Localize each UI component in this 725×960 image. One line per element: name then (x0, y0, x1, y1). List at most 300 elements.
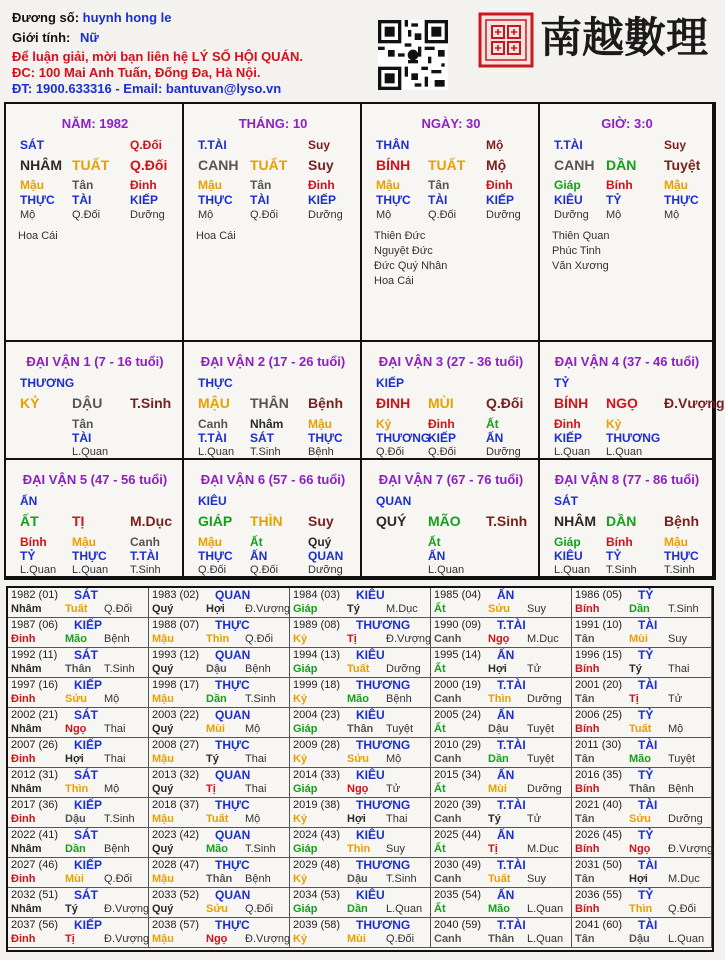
year-cell (572, 708, 712, 738)
dai-van-r3-item: Ất (250, 535, 263, 549)
year-branch: Dậu (488, 723, 509, 735)
pillar-r3-item: Đinh (130, 178, 157, 192)
dai-van-r5-item: Dưỡng (486, 446, 521, 458)
year-phase: Thai (245, 753, 267, 765)
dai-van-r3-item: Bính (20, 535, 47, 549)
year-label: 2026 (45) (575, 829, 623, 841)
year-stem: Đinh (11, 753, 36, 765)
year-stem: Giáp (293, 663, 318, 675)
year-stem: Mậu (152, 753, 174, 765)
year-label: 2000 (19) (434, 679, 482, 691)
pillar-star: Hoa Cái (374, 275, 414, 287)
year-phase: M.Dục (527, 843, 559, 855)
year-phase: Suy (668, 633, 687, 645)
pillar-r5-item: Q.Đối (428, 209, 457, 221)
year-branch: Tị (629, 693, 639, 705)
year-label: 2017 (36) (11, 799, 59, 811)
dai-van-god: TỶ (554, 376, 570, 390)
pillar-r2-item: BÍNH (376, 157, 411, 173)
year-label: 2039 (58) (293, 919, 341, 931)
year-god: SÁT (74, 768, 98, 782)
year-cell (431, 738, 572, 768)
pillar-r4-item: TÀI (428, 193, 448, 207)
year-stem: Quý (152, 663, 174, 675)
pillar-star: Phúc Tinh (552, 245, 601, 257)
year-stem: Đinh (11, 633, 36, 645)
year-god: ẤN (497, 588, 515, 602)
year-phase: Tử (386, 783, 401, 795)
pillar-star: Nguyệt Đức (374, 245, 433, 257)
year-label: 1995 (14) (434, 649, 482, 661)
year-label: 1998 (17) (152, 679, 200, 691)
year-cell (290, 678, 431, 708)
year-phase: Đ.Vượng (104, 933, 150, 945)
year-phase: Bệnh (386, 693, 412, 705)
year-phase: M.Dục (527, 633, 559, 645)
year-branch: Thân (65, 663, 92, 675)
year-phase: Đ.Vượng (668, 843, 714, 855)
pillar-r4-item: TÀI (72, 193, 92, 207)
year-stem: Kỷ (293, 933, 308, 945)
year-branch: Mão (488, 903, 510, 915)
dai-van-god: QUAN (376, 494, 412, 508)
year-cell (290, 768, 431, 798)
pillar-r2-item: Tuyệt (664, 157, 701, 173)
dai-van-r5-item: L.Quan (72, 564, 109, 576)
pillar-r1-item: THÂN (376, 138, 410, 152)
dai-van-title: ĐẠI VẬN 7 (67 - 76 tuổi) (378, 472, 524, 487)
pillar-r1-item: Q.Đối (130, 138, 162, 152)
year-branch: Mùi (206, 723, 225, 735)
pillar-r4-item: THỰC (198, 193, 233, 207)
year-cell (149, 858, 290, 888)
year-cell (8, 678, 149, 708)
year-phase: T.Sinh (104, 813, 135, 825)
dai-van-r4-item: THỰC (664, 549, 699, 563)
year-cell (431, 618, 572, 648)
year-god: KIẾP (74, 918, 103, 932)
year-stem: Bính (575, 843, 600, 855)
pillar-star: Văn Xương (552, 260, 609, 272)
pillar-r1-item: SÁT (20, 138, 44, 152)
year-cell (431, 768, 572, 798)
pillar-r1-item: Mộ (486, 138, 504, 152)
year-label: 2006 (25) (575, 709, 623, 721)
pillar-r4-item: KIÊU (554, 193, 583, 207)
year-branch: Mão (65, 633, 87, 645)
year-branch: Tuất (488, 873, 511, 885)
dai-van-cell (540, 460, 714, 578)
pillar-r4-item: THỰC (376, 193, 411, 207)
year-stem: Quý (152, 783, 174, 795)
year-stem: Bính (575, 603, 600, 615)
year-branch: Sửu (629, 813, 652, 825)
pillar-r2-item: Q.Đối (130, 157, 168, 173)
dai-van-r2-item: Đ.Vượng (664, 395, 725, 411)
dai-van-r3-item: Mậu (664, 535, 688, 549)
dai-van-r2-item: DẬU (72, 395, 103, 411)
year-cell (290, 648, 431, 678)
dai-van-god: ẤN (20, 494, 38, 508)
year-god: KIẾP (74, 618, 103, 632)
year-stem: Canh (434, 933, 462, 945)
year-phase: Tử (527, 663, 542, 675)
dai-van-r2-item: GIÁP (198, 513, 233, 529)
dai-van-r5-item: Q.Đối (376, 446, 405, 458)
dai-van-r3-item: Canh (198, 417, 228, 431)
year-branch: Hợi (206, 603, 225, 615)
year-label: 2010 (29) (434, 739, 482, 751)
dai-van-r2-item: THÌN (250, 513, 283, 529)
year-god: QUAN (215, 768, 251, 782)
year-label: 2020 (39) (434, 799, 482, 811)
pillar-r2-item: NHÂM (20, 157, 62, 173)
year-cell (290, 798, 431, 828)
dai-van-r4-item: ẤN (486, 431, 504, 445)
dai-van-r5-item: Dưỡng (308, 564, 343, 576)
year-branch: Sửu (65, 693, 88, 705)
dai-van-r4-item: ẤN (428, 549, 446, 563)
year-stem: Bính (575, 723, 600, 735)
year-branch: Dần (347, 903, 368, 915)
year-branch: Mùi (629, 633, 648, 645)
dai-van-god: THỰC (198, 376, 233, 390)
year-cell (149, 888, 290, 918)
year-god: KIẾP (74, 738, 103, 752)
year-stem: Kỷ (293, 873, 308, 885)
year-label: 2027 (46) (11, 859, 59, 871)
dai-van-r4-item: TÀI (72, 431, 92, 445)
year-god: TỶ (638, 828, 654, 842)
year-god: ẤN (497, 888, 515, 902)
year-branch: Dậu (206, 663, 227, 675)
brand-text: 南越數理 (540, 13, 709, 62)
dai-van-r5-item: Q.Đối (198, 564, 227, 576)
dai-van-r3-item: Đinh (554, 417, 581, 431)
gender-value: Nữ (79, 30, 99, 45)
pillar-r3-item: Mậu (664, 178, 688, 192)
year-label: 2005 (24) (434, 709, 482, 721)
year-god: TỶ (638, 588, 654, 602)
year-god: TÀI (638, 798, 658, 812)
pillar-r2-item: TUẤT (428, 157, 466, 173)
year-cell (290, 588, 431, 618)
year-phase: T.Sinh (386, 873, 417, 885)
dai-van-god: SÁT (554, 494, 578, 508)
year-label: 1988 (07) (152, 619, 200, 631)
year-cell (149, 768, 290, 798)
year-phase: Đ.Vượng (245, 933, 291, 945)
year-god: ẤN (497, 648, 515, 662)
dai-van-r3-item: Bính (606, 535, 633, 549)
year-phase: T.Sinh (245, 843, 276, 855)
year-branch: Tý (65, 903, 78, 915)
dai-van-r2-item: ẤT (20, 513, 39, 529)
year-phase: L.Quan (527, 903, 564, 915)
dai-van-r4-item: THỰC (308, 431, 343, 445)
year-stem: Kỷ (293, 693, 308, 705)
year-stem: Giáp (293, 783, 318, 795)
dai-van-r5-item: L.Quan (606, 446, 643, 458)
pillar-star: Thiên Quan (552, 230, 610, 242)
year-stem: Tân (575, 873, 595, 885)
year-god: KIẾP (74, 678, 103, 692)
year-label: 2035 (54) (434, 889, 482, 901)
year-stem: Canh (434, 633, 462, 645)
year-branch: Dậu (65, 813, 86, 825)
year-stem: Đinh (11, 693, 36, 705)
pillar-r3-item: Mậu (198, 178, 222, 192)
year-label: 1987 (06) (11, 619, 59, 631)
year-label: 2024 (43) (293, 829, 341, 841)
year-branch: Dần (488, 753, 509, 765)
year-cell (8, 888, 149, 918)
year-label: 1989 (08) (293, 619, 341, 631)
year-label: 2036 (55) (575, 889, 623, 901)
year-cell (431, 648, 572, 678)
year-stem: Bính (575, 783, 600, 795)
dai-van-r5-item: Q.Đối (428, 446, 457, 458)
year-label: 2032 (51) (11, 889, 59, 901)
dai-van-cell (184, 342, 362, 460)
dai-van-r2-item: ĐINH (376, 395, 411, 411)
dai-van-r3-item: Ất (486, 417, 499, 431)
pillar-cell (540, 104, 714, 342)
year-label: 1994 (13) (293, 649, 341, 661)
year-cell (8, 768, 149, 798)
year-god: T.TÀI (497, 858, 526, 872)
pillar-r1-item: T.TÀI (198, 138, 227, 152)
year-cell (290, 918, 431, 948)
year-stem: Ất (434, 783, 446, 795)
dai-van-r4-item: THỰC (72, 549, 107, 563)
year-label: 1986 (05) (575, 589, 623, 601)
year-phase: Dưỡng (386, 663, 421, 675)
year-stem: Ất (434, 843, 446, 855)
pillar-title: THÁNG: 10 (238, 116, 308, 131)
year-branch: Tuất (65, 603, 88, 615)
year-label: 2019 (38) (293, 799, 341, 811)
gender-line (12, 30, 99, 45)
dai-van-r3-item: Quý (308, 535, 332, 549)
dai-van-r4-item: THỰC (198, 549, 233, 563)
pillar-r4-item: KIẾP (308, 193, 337, 207)
dai-van-r2-item: BÍNH (554, 395, 589, 411)
year-stem: Canh (434, 873, 462, 885)
year-cell (8, 648, 149, 678)
dai-van-r5-item: L.Quan (198, 446, 235, 458)
dai-van-r4-item: T.TÀI (130, 549, 159, 563)
year-stem: Giáp (293, 903, 318, 915)
year-god: THỰC (215, 678, 250, 692)
year-label: 2013 (32) (152, 769, 200, 781)
dai-van-r4-item: T.TÀI (198, 431, 227, 445)
pillar-r4-item: KIẾP (130, 193, 159, 207)
year-god: KIẾP (74, 858, 103, 872)
pillar-r5-item: Mộ (20, 209, 36, 221)
pillar-cell (362, 104, 540, 342)
owner-label: Đương số: (12, 10, 80, 25)
year-label: 2003 (22) (152, 709, 200, 721)
year-branch: Ngọ (206, 933, 228, 945)
year-label: 2007 (26) (11, 739, 59, 751)
year-stem: Tân (575, 693, 595, 705)
year-label: 2040 (59) (434, 919, 482, 931)
year-god: SÁT (74, 708, 98, 722)
year-phase: L.Quan (386, 903, 423, 915)
year-god: QUAN (215, 888, 251, 902)
dai-van-r2-item: TỊ (72, 513, 85, 529)
year-label: 2034 (53) (293, 889, 341, 901)
address-line: ĐC: 100 Mai Anh Tuấn, Đống Đa, Hà Nội. (12, 65, 261, 80)
year-phase: L.Quan (668, 933, 705, 945)
year-stem: Bính (575, 903, 600, 915)
pillar-r3-item: Đinh (486, 178, 513, 192)
year-god: KIÊU (356, 888, 385, 902)
year-phase: Tuyệt (527, 753, 555, 765)
dai-van-r5-item: L.Quan (20, 564, 57, 576)
dai-van-r3-item: Nhâm (250, 417, 284, 431)
year-god: SÁT (74, 888, 98, 902)
year-phase: Đ.Vượng (245, 603, 291, 615)
pillar-r2-item: TUẤT (250, 157, 288, 173)
year-phase: Q.Đối (668, 903, 697, 915)
year-phase: Q.Đối (104, 873, 133, 885)
year-god: ẤN (497, 768, 515, 782)
year-cell (572, 828, 712, 858)
pillar-r5-item: Dưỡng (554, 209, 589, 221)
year-cell (431, 708, 572, 738)
dai-van-r2-item: T.Sinh (130, 395, 172, 411)
year-phase: Đ.Vượng (104, 903, 150, 915)
year-branch: Mùi (347, 933, 366, 945)
year-phase: Dưỡng (527, 783, 562, 795)
year-stem: Tân (575, 933, 595, 945)
year-branch: Dần (629, 603, 650, 615)
year-phase: Bệnh (104, 633, 130, 645)
year-branch: Mão (347, 693, 369, 705)
year-branch: Tị (488, 843, 498, 855)
year-phase: Bệnh (668, 783, 694, 795)
year-god: ẤN (497, 828, 515, 842)
dai-van-r4-item: THƯƠNG (606, 431, 661, 445)
year-stem: Canh (434, 813, 462, 825)
year-cell (290, 708, 431, 738)
year-god: QUAN (215, 648, 251, 662)
year-god: TÀI (638, 858, 658, 872)
year-label: 1983 (02) (152, 589, 200, 601)
year-god: THƯƠNG (356, 738, 411, 752)
year-label: 2029 (48) (293, 859, 341, 871)
year-phase: Suy (527, 603, 546, 615)
year-god: THỰC (215, 618, 250, 632)
year-god: T.TÀI (497, 618, 526, 632)
dai-van-title: ĐẠI VẬN 4 (37 - 46 tuổi) (554, 354, 700, 369)
year-label: 2028 (47) (152, 859, 200, 871)
year-stem: Quý (152, 723, 174, 735)
pillar-r5-item: Dưỡng (486, 209, 521, 221)
year-god: THƯƠNG (356, 858, 411, 872)
year-branch: Tuất (347, 663, 370, 675)
year-branch: Tị (347, 633, 357, 645)
dai-van-r2-item: KỶ (20, 395, 40, 411)
year-stem: Giáp (293, 843, 318, 855)
year-stem: Giáp (293, 603, 318, 615)
dai-van-r3-item: Kỷ (376, 417, 392, 431)
dai-van-r3-item: Mậu (72, 535, 96, 549)
year-branch: Thìn (629, 903, 653, 915)
year-cell (8, 918, 149, 948)
year-label: 1990 (09) (434, 619, 482, 631)
year-stem: Kỷ (293, 813, 308, 825)
dai-van-r5-item: L.Quan (554, 564, 591, 576)
pillar-r3-item: Bính (606, 178, 633, 192)
year-branch: Tý (347, 603, 360, 615)
year-stem: Đinh (11, 873, 36, 885)
year-label: 1997 (16) (11, 679, 59, 691)
year-phase: T.Sinh (104, 663, 135, 675)
pillar-r3-item: Tân (250, 178, 272, 192)
dai-van-god: KIẾP (376, 376, 405, 390)
year-phase: Bệnh (245, 873, 271, 885)
year-label: 2004 (23) (293, 709, 341, 721)
pillar-r2-item: DẦN (606, 157, 637, 173)
year-cell (431, 858, 572, 888)
dai-van-r2-item: MÃO (428, 513, 461, 529)
year-branch: Ngọ (629, 843, 651, 855)
pillar-r2-item: TUẤT (72, 157, 110, 173)
pillar-r1-item: T.TÀI (554, 138, 583, 152)
year-branch: Thân (347, 723, 374, 735)
pillar-r5-item: Dưỡng (308, 209, 343, 221)
year-cell (431, 588, 572, 618)
year-branch: Tuất (629, 723, 652, 735)
year-stem: Quý (152, 843, 174, 855)
year-god: T.TÀI (497, 678, 526, 692)
dai-van-r5-item: L.Quan (428, 564, 465, 576)
dai-van-r3-item: Tân (72, 417, 94, 431)
year-stem: Bính (575, 663, 600, 675)
year-label: 2009 (28) (293, 739, 341, 751)
year-god: QUAN (215, 708, 251, 722)
year-branch: Ngọ (488, 633, 510, 645)
year-branch: Hợi (347, 813, 366, 825)
year-cell (290, 618, 431, 648)
year-label: 1991 (10) (575, 619, 623, 631)
dai-van-r5-item: T.Sinh (130, 564, 161, 576)
annual-table (6, 586, 714, 952)
year-branch: Tị (65, 933, 75, 945)
phone-email-line: ĐT: 1900.633316 - Email: bantuvan@lyso.vn (12, 81, 282, 96)
year-branch: Thân (488, 933, 515, 945)
year-label: 2038 (57) (152, 919, 200, 931)
year-branch: Mão (206, 843, 228, 855)
year-god: TÀI (638, 918, 658, 932)
dai-van-r2-item: MÙI (428, 395, 454, 411)
year-branch: Dậu (347, 873, 368, 885)
year-stem: Canh (434, 753, 462, 765)
year-phase: Mộ (104, 693, 120, 705)
year-branch: Thìn (206, 633, 230, 645)
pillar-cell (6, 104, 184, 342)
year-branch: Tị (206, 783, 216, 795)
dai-van-r5-item: T.Sinh (664, 564, 695, 576)
year-phase: Tử (527, 813, 542, 825)
year-branch: Hợi (488, 663, 507, 675)
year-branch: Thân (629, 783, 656, 795)
pillar-star: Đức Quý Nhân (374, 260, 448, 272)
year-phase: Thai (386, 813, 408, 825)
